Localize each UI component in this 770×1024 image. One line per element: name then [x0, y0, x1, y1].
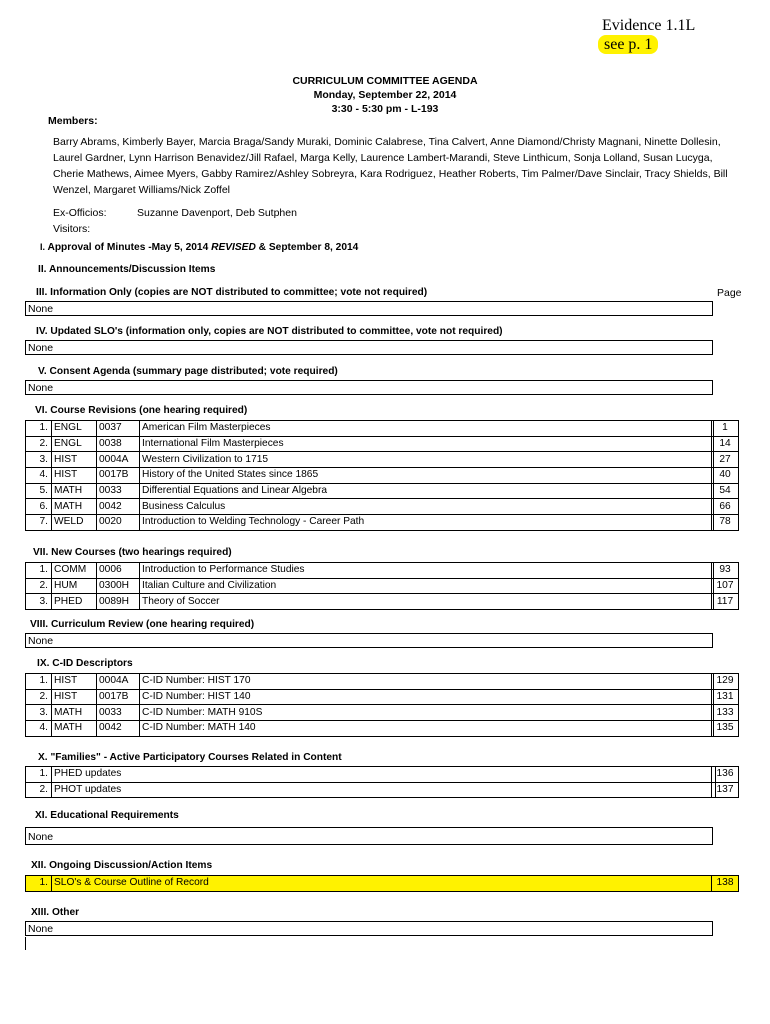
- row-page: 129: [712, 674, 739, 690]
- page-row: [712, 483, 739, 499]
- row-course-code: 0042: [97, 499, 140, 515]
- row-department: HUM: [52, 578, 97, 594]
- course-revisions-table: [25, 420, 714, 531]
- row-title: Western Civilization to 1715: [140, 452, 714, 468]
- table-row: [26, 721, 714, 737]
- row-number: 6.: [26, 499, 52, 515]
- row-page: 78: [712, 515, 739, 531]
- row-course-code: 0033: [97, 483, 140, 499]
- row-number: 1.: [26, 876, 52, 892]
- row-course-code: 0038: [97, 436, 140, 452]
- row-page: 135: [712, 721, 739, 737]
- row-course-code: 0042: [97, 721, 140, 737]
- row-department: HIST: [52, 674, 97, 690]
- row-title: PHED updates: [52, 767, 716, 783]
- row-page: 133: [712, 705, 739, 721]
- row-title: C-ID Number: MATH 140: [140, 721, 714, 737]
- row-page: 1: [712, 421, 739, 437]
- table-row: [26, 594, 714, 610]
- row-page: 138: [712, 876, 739, 892]
- evidence-stamp: [602, 16, 696, 54]
- section-curriculum-review: VIII. Curriculum Review (one hearing required): [30, 619, 255, 630]
- agenda-time: 3:30 - 5:30 pm - L-193: [331, 103, 439, 115]
- row-title: Introduction to Welding Technology - Career Path: [140, 515, 714, 531]
- row-number: 5.: [26, 483, 52, 499]
- row-page: 93: [712, 563, 739, 579]
- row-title: Differential Equations and Linear Algebra: [140, 483, 714, 499]
- row-course-code: 0017B: [97, 468, 140, 484]
- row-department: HIST: [52, 689, 97, 705]
- row-department: MATH: [52, 499, 97, 515]
- table-row: [26, 563, 714, 579]
- page-row: [712, 468, 739, 484]
- see-page-note: see p. 1: [598, 35, 658, 54]
- row-title: Introduction to Performance Studies: [140, 563, 714, 579]
- new-courses-pages: [711, 562, 739, 610]
- row-number: 1.: [26, 563, 52, 579]
- page-row: [712, 705, 739, 721]
- row-course-code: 0089H: [97, 594, 140, 610]
- table-row: [26, 674, 714, 690]
- table-row: [26, 578, 714, 594]
- table-row: [26, 452, 714, 468]
- section-educational-requirements: XI. Educational Requirements: [35, 810, 179, 821]
- row-department: HIST: [52, 468, 97, 484]
- new-courses-table: [25, 562, 714, 610]
- row-page: 27: [712, 452, 739, 468]
- section-new-courses: VII. New Courses (two hearings required): [33, 547, 232, 558]
- agenda-date: Monday, September 22, 2014: [313, 89, 457, 101]
- page-row: [712, 563, 739, 579]
- ex-officios-label: Ex-Officios:: [53, 207, 107, 219]
- page-row: [712, 578, 739, 594]
- row-page: 117: [712, 594, 739, 610]
- row-title: Business Calculus: [140, 499, 714, 515]
- row-number: 1.: [26, 674, 52, 690]
- section-updated-slos: IV. Updated SLO's (information only, copies are NOT distributed to committee, vote not required): [36, 326, 503, 337]
- section-other: XIII. Other: [31, 907, 80, 918]
- table-row: [26, 876, 716, 892]
- row-number: 2.: [26, 782, 52, 798]
- item-approval-minutes: [40, 242, 358, 253]
- page-column-header: Page: [717, 287, 742, 299]
- educational-requirements-box: None: [25, 827, 713, 845]
- section-ongoing-discussion: XII. Ongoing Discussion/Action Items: [31, 860, 213, 871]
- row-number: 3.: [26, 705, 52, 721]
- row-page: 107: [712, 578, 739, 594]
- row-course-code: 0300H: [97, 578, 140, 594]
- table-row: [26, 705, 714, 721]
- agenda-title: CURRICULUM COMMITTEE AGENDA: [292, 75, 478, 87]
- row-title: Theory of Soccer: [140, 594, 714, 610]
- section-families: X. "Families" - Active Participatory Courses Related in Content: [38, 752, 342, 763]
- row-department: HIST: [52, 452, 97, 468]
- row-department: MATH: [52, 721, 97, 737]
- row-page: 54: [712, 483, 739, 499]
- page-row: [712, 782, 739, 798]
- row-number: 7.: [26, 515, 52, 531]
- page-row: [712, 721, 739, 737]
- row-title: C-ID Number: HIST 170: [140, 674, 714, 690]
- item1-rest: & September 8, 2014: [258, 242, 359, 253]
- section-cid-descriptors: IX. C-ID Descriptors: [37, 658, 133, 669]
- table-row: [26, 483, 714, 499]
- row-number: 3.: [26, 452, 52, 468]
- consent-agenda-box: None: [25, 380, 713, 395]
- row-number: 3.: [26, 594, 52, 610]
- row-department: MATH: [52, 483, 97, 499]
- table-row: [26, 689, 714, 705]
- table-row: [26, 782, 716, 798]
- page-row: [712, 436, 739, 452]
- row-title: History of the United States since 1865: [140, 468, 714, 484]
- row-title: PHOT updates: [52, 782, 716, 798]
- ongoing-discussion-pages: [711, 875, 739, 892]
- row-course-code: 0037: [97, 421, 140, 437]
- row-course-code: 0004A: [97, 674, 140, 690]
- row-department: ENGL: [52, 436, 97, 452]
- row-number: 4.: [26, 721, 52, 737]
- row-course-code: 0004A: [97, 452, 140, 468]
- families-pages: [711, 766, 739, 798]
- page-row: [712, 876, 739, 892]
- row-number: 2.: [26, 578, 52, 594]
- row-department: COMM: [52, 563, 97, 579]
- item1-text: Approval of Minutes -May 5, 2014: [47, 242, 209, 253]
- information-only-box: None: [25, 301, 713, 316]
- item1-revised: REVISED: [211, 242, 256, 253]
- ex-officios: [53, 205, 297, 237]
- page-row: [712, 767, 739, 783]
- row-course-code: 0006: [97, 563, 140, 579]
- section-course-revisions: VI. Course Revisions (one hearing required): [35, 405, 248, 416]
- page-row: [712, 674, 739, 690]
- row-number: 2.: [26, 689, 52, 705]
- page-row: [712, 452, 739, 468]
- row-page: 131: [712, 689, 739, 705]
- section-information-only: III. Information Only (copies are NOT distributed to committee; vote not required): [36, 287, 428, 298]
- trailing-rule: [25, 937, 26, 950]
- row-department: MATH: [52, 705, 97, 721]
- row-title: Italian Culture and Civilization: [140, 578, 714, 594]
- visitors-label: Visitors:: [53, 223, 91, 235]
- table-row: [26, 515, 714, 531]
- row-title: SLO's & Course Outline of Record: [52, 876, 716, 892]
- row-course-code: 0033: [97, 705, 140, 721]
- row-number: 2.: [26, 436, 52, 452]
- row-course-code: 0017B: [97, 689, 140, 705]
- ex-officios-value: Suzanne Davenport, Deb Sutphen: [137, 207, 297, 219]
- cid-descriptors-pages: [711, 673, 739, 737]
- page-row: [712, 594, 739, 610]
- curriculum-review-box: None: [25, 633, 713, 648]
- row-page: 14: [712, 436, 739, 452]
- members-list: Barry Abrams, Kimberly Bayer, Marcia Braga/Sandy Muraki, Dominic Calabrese, Tina Calvert, Anne Diamond/Christy Magnani, Ninette Dollesin, Laurel Gardner, Lynn Harrison Benavidez/Jill Rafael, Marga Kelly, Laurence Lambert-Marandi, Steve Linthicum, Sonja Lolland, Susan Lucyga, Cherie Mathews, Aimee Myers, Gabby Ramirez/Ashley Sobreyra, Kara Rodriguez, Heather Roberts, Tim Palmer/Dave Sinclair, Tracy Shields, Bill Wenzel, Margaret Williams/Nick Zoffel: [53, 136, 728, 196]
- page-row: [712, 689, 739, 705]
- row-page: 137: [712, 782, 739, 798]
- row-page: 136: [712, 767, 739, 783]
- row-number: 4.: [26, 468, 52, 484]
- row-page: 66: [712, 499, 739, 515]
- table-row: [26, 421, 714, 437]
- cid-descriptors-table: [25, 673, 714, 737]
- row-title: C-ID Number: HIST 140: [140, 689, 714, 705]
- table-row: [26, 468, 714, 484]
- other-box: None: [25, 921, 713, 936]
- row-number: 1.: [26, 421, 52, 437]
- agenda-header: [0, 74, 770, 116]
- members-label: Members:: [48, 115, 98, 127]
- item1-numeral: I.: [40, 242, 46, 252]
- row-title: International Film Masterpieces: [140, 436, 714, 452]
- row-title: C-ID Number: MATH 910S: [140, 705, 714, 721]
- table-row: [26, 767, 716, 783]
- page-row: [712, 421, 739, 437]
- course-revisions-pages: [711, 420, 739, 531]
- item-announcements: II. Announcements/Discussion Items: [38, 264, 216, 275]
- row-page: 40: [712, 468, 739, 484]
- row-number: 1.: [26, 767, 52, 783]
- ongoing-discussion-table: [25, 875, 716, 892]
- page-row: [712, 515, 739, 531]
- row-department: PHED: [52, 594, 97, 610]
- evidence-label: Evidence 1.1L: [602, 17, 696, 34]
- families-table: [25, 766, 716, 798]
- page-row: [712, 499, 739, 515]
- row-title: American Film Masterpieces: [140, 421, 714, 437]
- row-department: ENGL: [52, 421, 97, 437]
- row-department: WELD: [52, 515, 97, 531]
- section-consent-agenda: V. Consent Agenda (summary page distributed; vote required): [38, 366, 338, 377]
- table-row: [26, 499, 714, 515]
- table-row: [26, 436, 714, 452]
- updated-slos-box: None: [25, 340, 713, 355]
- row-course-code: 0020: [97, 515, 140, 531]
